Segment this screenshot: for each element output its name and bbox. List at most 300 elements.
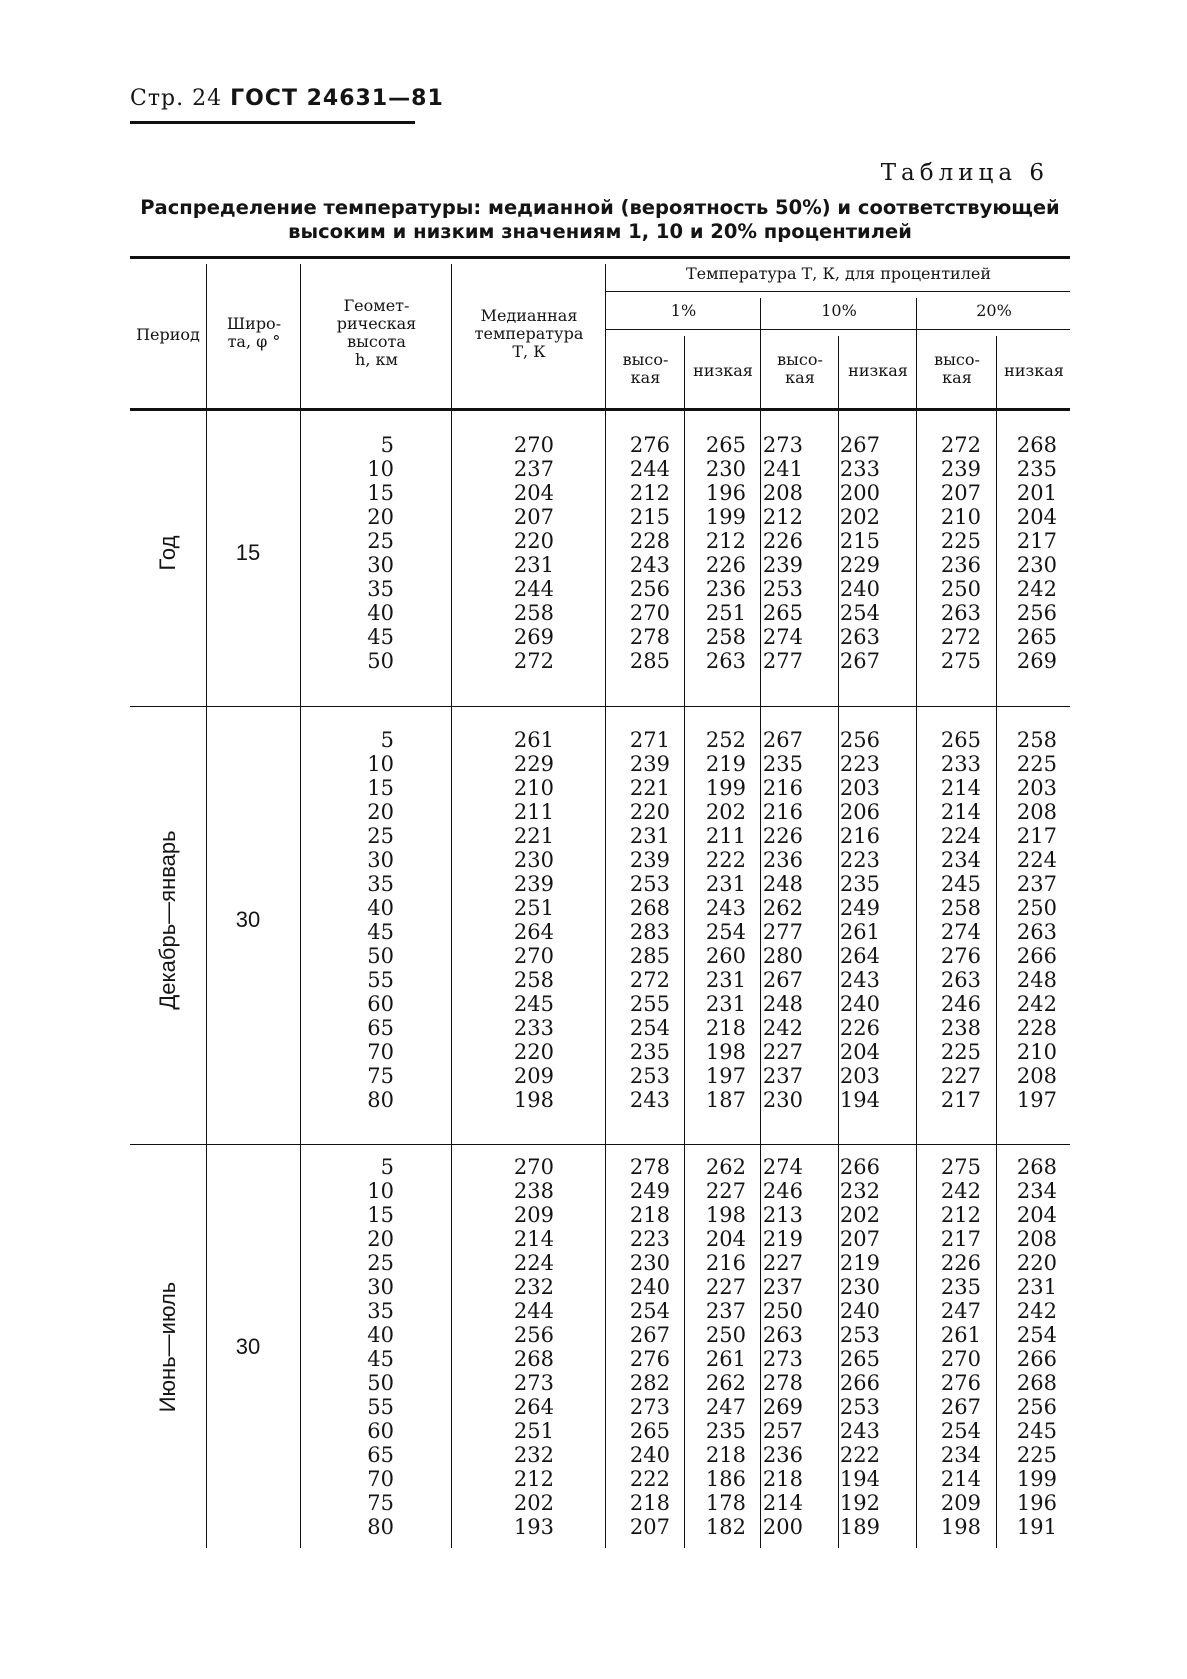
cell-p20-high: 275	[940, 1155, 981, 1179]
cell-median: 193	[513, 1515, 554, 1539]
cell-p20-high: 276	[940, 1371, 981, 1395]
cell-p20-high: 234	[940, 1443, 981, 1467]
cell-median: 258	[513, 601, 554, 625]
cell-p1-high: 231	[629, 824, 670, 848]
cell-p1-low: 265	[705, 433, 746, 457]
header-p20-low: низкая	[1004, 361, 1064, 380]
cell-height: 65	[367, 1443, 394, 1467]
cell-p10-high: 239	[762, 553, 803, 577]
cell-p20-low: 256	[1016, 1395, 1057, 1419]
cell-p1-high: 256	[629, 577, 670, 601]
cell-p1-high: 255	[629, 992, 670, 1016]
cell-p1-high: 278	[629, 1155, 670, 1179]
cell-p1-low: 212	[705, 529, 746, 553]
cell-p1-low: 262	[705, 1371, 746, 1395]
cell-p10-high: 273	[762, 1347, 803, 1371]
cell-p20-low: 220	[1016, 1251, 1057, 1275]
cell-p1-high: 268	[629, 896, 670, 920]
cell-p10-high: 213	[762, 1203, 803, 1227]
cell-p1-low: 187	[705, 1088, 746, 1112]
cell-median: 264	[513, 1395, 554, 1419]
cell-median: 230	[513, 848, 554, 872]
cell-p1-high: 243	[629, 553, 670, 577]
cell-height: 60	[367, 992, 394, 1016]
cell-p1-high: 285	[629, 944, 670, 968]
cell-p1-high: 285	[629, 649, 670, 673]
cell-p20-low: 242	[1016, 1299, 1057, 1323]
cell-height: 25	[367, 529, 394, 553]
cell-p20-high: 238	[940, 1016, 981, 1040]
cell-p20-low: 248	[1016, 968, 1057, 992]
cell-p1-high: 278	[629, 625, 670, 649]
cell-p1-high: 230	[629, 1251, 670, 1275]
header-p10: 10%	[821, 301, 857, 320]
cell-median: 229	[513, 752, 554, 776]
cell-p10-low: 230	[839, 1275, 880, 1299]
cell-p10-high: 274	[762, 1155, 803, 1179]
cell-p1-high: 249	[629, 1179, 670, 1203]
cell-p1-high: 221	[629, 776, 670, 800]
cell-p1-low: 230	[705, 457, 746, 481]
cell-p20-high: 265	[940, 728, 981, 752]
latitude-value: 15	[235, 540, 261, 565]
cell-p20-high: 217	[940, 1088, 981, 1112]
cell-p1-low: 251	[705, 601, 746, 625]
cell-p20-high: 234	[940, 848, 981, 872]
cell-p20-low: 254	[1016, 1323, 1057, 1347]
cell-p10-low: 256	[839, 728, 880, 752]
cell-p1-high: 228	[629, 529, 670, 553]
cell-height: 35	[367, 1299, 394, 1323]
cell-median: 232	[513, 1275, 554, 1299]
cell-p1-high: 272	[629, 968, 670, 992]
cell-height: 20	[367, 800, 394, 824]
cell-p10-low: 240	[839, 1299, 880, 1323]
cell-median: 258	[513, 968, 554, 992]
cell-p1-high: 218	[629, 1203, 670, 1227]
cell-p10-low: 204	[839, 1040, 880, 1064]
cell-p20-high: 226	[940, 1251, 981, 1275]
header-median: Медианная температура Т, К	[474, 306, 584, 361]
header-p1-high: высо- кая	[622, 350, 669, 387]
cell-p10-low: 240	[839, 992, 880, 1016]
cell-median: 251	[513, 896, 554, 920]
header-p1: 1%	[670, 301, 697, 320]
cell-median: 204	[513, 481, 554, 505]
cell-p1-low: 216	[705, 1251, 746, 1275]
cell-p20-high: 227	[940, 1064, 981, 1088]
cell-height: 20	[367, 505, 394, 529]
period-label: Декабрь—январь	[155, 830, 180, 1010]
cell-height: 35	[367, 577, 394, 601]
cell-median: 231	[513, 553, 554, 577]
cell-median: 209	[513, 1064, 554, 1088]
cell-p1-low: 222	[705, 848, 746, 872]
cell-p1-high: 276	[629, 433, 670, 457]
cell-p10-high: 277	[762, 649, 803, 673]
cell-p10-high: 216	[762, 800, 803, 824]
header-p10-low: низкая	[848, 361, 908, 380]
cell-p1-low: 198	[705, 1203, 746, 1227]
cell-p1-high: 222	[629, 1467, 670, 1491]
table-title-line-1: Распределение температуры: медианной (вероятность 50%) и соответствующей	[140, 196, 1060, 219]
cell-p10-low: 243	[839, 1419, 880, 1443]
cell-p20-low: 197	[1016, 1088, 1057, 1112]
cell-p10-low: 232	[839, 1179, 880, 1203]
cell-height: 45	[367, 920, 394, 944]
cell-p10-high: 267	[762, 968, 803, 992]
cell-p1-low: 247	[705, 1395, 746, 1419]
cell-median: 202	[513, 1491, 554, 1515]
cell-p10-high: 269	[762, 1395, 803, 1419]
cell-median: 237	[513, 457, 554, 481]
cell-p20-high: 263	[940, 601, 981, 625]
cell-p10-high: 218	[762, 1467, 803, 1491]
cell-p1-low: 231	[705, 992, 746, 1016]
cell-height: 40	[367, 896, 394, 920]
cell-p10-low: 223	[839, 752, 880, 776]
cell-p1-high: 254	[629, 1299, 670, 1323]
cell-p10-high: 216	[762, 776, 803, 800]
cell-p10-low: 226	[839, 1016, 880, 1040]
cell-median: 220	[513, 529, 554, 553]
cell-median: 233	[513, 1016, 554, 1040]
cell-p20-high: 225	[940, 1040, 981, 1064]
cell-median: 244	[513, 1299, 554, 1323]
cell-p20-low: 268	[1016, 1371, 1057, 1395]
cell-p20-low: 234	[1016, 1179, 1057, 1203]
header-rule	[130, 121, 415, 124]
cell-p20-low: 210	[1016, 1040, 1057, 1064]
cell-p10-low: 266	[839, 1371, 880, 1395]
cell-p10-low: 200	[839, 481, 880, 505]
cell-p20-low: 225	[1016, 1443, 1057, 1467]
col-rule-7	[684, 336, 685, 1548]
cell-p20-high: 236	[940, 553, 981, 577]
cell-p10-high: 237	[762, 1064, 803, 1088]
cell-p10-high: 235	[762, 752, 803, 776]
cell-p10-low: 264	[839, 944, 880, 968]
cell-height: 45	[367, 1347, 394, 1371]
cell-p20-high: 247	[940, 1299, 981, 1323]
cell-p1-low: 237	[705, 1299, 746, 1323]
cell-height: 65	[367, 1016, 394, 1040]
period-label: Июнь—июль	[155, 1281, 180, 1413]
cell-p1-low: 252	[705, 728, 746, 752]
cell-height: 80	[367, 1088, 394, 1112]
cell-p20-high: 263	[940, 968, 981, 992]
cell-p10-high: 230	[762, 1088, 803, 1112]
cell-p1-low: 243	[705, 896, 746, 920]
cell-p1-high: 220	[629, 800, 670, 824]
cell-p1-low: 197	[705, 1064, 746, 1088]
header-p20-high: высо- кая	[934, 350, 980, 387]
cell-p20-low: 208	[1016, 1227, 1057, 1251]
cell-p1-high: 265	[629, 1419, 670, 1443]
cell-height: 10	[367, 1179, 394, 1203]
cell-p1-high: 212	[629, 481, 670, 505]
col-rule-1	[206, 264, 207, 1548]
cell-p20-low: 242	[1016, 577, 1057, 601]
cell-median: 232	[513, 1443, 554, 1467]
cell-median: 270	[513, 944, 554, 968]
cell-median: 251	[513, 1419, 554, 1443]
cell-p20-low: 250	[1016, 896, 1057, 920]
header-p20: 20%	[976, 301, 1012, 320]
cell-p1-low: 219	[705, 752, 746, 776]
cell-p10-low: 223	[839, 848, 880, 872]
cell-height: 35	[367, 872, 394, 896]
cell-p10-low: 265	[839, 1347, 880, 1371]
cell-p1-high: 253	[629, 872, 670, 896]
cell-p20-low: 203	[1016, 776, 1057, 800]
cell-p10-high: 208	[762, 481, 803, 505]
cell-median: 238	[513, 1179, 554, 1203]
cell-median: 239	[513, 872, 554, 896]
cell-p20-low: 245	[1016, 1419, 1057, 1443]
cell-p1-low: 218	[705, 1016, 746, 1040]
cell-p1-low: 226	[705, 553, 746, 577]
cell-p1-high: 270	[629, 601, 670, 625]
cell-median: 272	[513, 649, 554, 673]
col-rule-6	[916, 298, 917, 1548]
cell-height: 40	[367, 1323, 394, 1347]
cell-p10-low: 240	[839, 577, 880, 601]
cell-height: 80	[367, 1515, 394, 1539]
cell-p10-high: 262	[762, 896, 803, 920]
cell-p1-high: 271	[629, 728, 670, 752]
cell-median: 270	[513, 433, 554, 457]
cell-p20-high: 198	[940, 1515, 981, 1539]
cell-p1-low: 254	[705, 920, 746, 944]
cell-height: 60	[367, 1419, 394, 1443]
period-label: Год	[155, 535, 180, 571]
cell-p20-low: 225	[1016, 752, 1057, 776]
cell-p10-high: 236	[762, 1443, 803, 1467]
cell-p1-low: 211	[705, 824, 746, 848]
cell-p20-high: 246	[940, 992, 981, 1016]
cell-p10-low: 266	[839, 1155, 880, 1179]
cell-p10-high: 242	[762, 1016, 803, 1040]
cell-p10-low: 215	[839, 529, 880, 553]
cell-median: 198	[513, 1088, 554, 1112]
cell-p20-high: 214	[940, 800, 981, 824]
cell-p20-high: 275	[940, 649, 981, 673]
cell-height: 70	[367, 1040, 394, 1064]
cell-p1-high: 215	[629, 505, 670, 529]
cell-p20-low: 231	[1016, 1275, 1057, 1299]
cell-p20-high: 258	[940, 896, 981, 920]
cell-p1-low: 262	[705, 1155, 746, 1179]
cell-p20-low: 263	[1016, 920, 1057, 944]
cell-median: 214	[513, 1227, 554, 1251]
cell-height: 45	[367, 625, 394, 649]
cell-p10-low: 243	[839, 968, 880, 992]
cell-p20-high: 276	[940, 944, 981, 968]
cell-p10-low: 253	[839, 1323, 880, 1347]
cell-p20-high: 235	[940, 1275, 981, 1299]
table-title-line-2: высоким и низким значениям 1, 10 и 20% процентилей	[288, 220, 912, 243]
cell-p20-low: 265	[1016, 625, 1057, 649]
header-period: Период	[136, 325, 200, 344]
cell-median: 256	[513, 1323, 554, 1347]
cell-p20-low: 258	[1016, 728, 1057, 752]
cell-p20-high: 214	[940, 776, 981, 800]
cell-p10-low: 203	[839, 776, 880, 800]
cell-p10-high: 257	[762, 1419, 803, 1443]
cell-p1-low: 260	[705, 944, 746, 968]
latitude-value: 30	[235, 1334, 261, 1359]
cell-p1-low: 231	[705, 968, 746, 992]
cell-height: 10	[367, 457, 394, 481]
cell-median: 268	[513, 1347, 554, 1371]
cell-p1-high: 253	[629, 1064, 670, 1088]
cell-p20-low: 224	[1016, 848, 1057, 872]
percentile-group-rule	[605, 329, 1070, 330]
cell-p1-high: 218	[629, 1491, 670, 1515]
cell-p10-low: 235	[839, 872, 880, 896]
header-height: Геомет- рическая высота h, км	[336, 296, 417, 369]
cell-p20-low: 191	[1016, 1515, 1057, 1539]
cell-p10-high: 227	[762, 1251, 803, 1275]
cell-p10-low: 202	[839, 1203, 880, 1227]
cell-p20-low: 266	[1016, 944, 1057, 968]
cell-median: 210	[513, 776, 554, 800]
cell-median: 220	[513, 1040, 554, 1064]
cell-height: 15	[367, 481, 394, 505]
cell-p20-high: 254	[940, 1419, 981, 1443]
cell-p10-high: 236	[762, 848, 803, 872]
cell-p10-high: 274	[762, 625, 803, 649]
cell-median: 211	[513, 800, 554, 824]
cell-p20-low: 228	[1016, 1016, 1057, 1040]
cell-p1-high: 207	[629, 1515, 670, 1539]
cell-p10-low: 229	[839, 553, 880, 577]
cell-median: 212	[513, 1467, 554, 1491]
cell-p10-low: 219	[839, 1251, 880, 1275]
cell-p10-high: 253	[762, 577, 803, 601]
cell-p10-low: 194	[839, 1088, 880, 1112]
cell-height: 30	[367, 848, 394, 872]
cell-p1-high: 282	[629, 1371, 670, 1395]
cell-median: 245	[513, 992, 554, 1016]
cell-median: 221	[513, 824, 554, 848]
cell-height: 50	[367, 944, 394, 968]
cell-p1-high: 267	[629, 1323, 670, 1347]
cell-p20-low: 256	[1016, 601, 1057, 625]
cell-height: 30	[367, 1275, 394, 1299]
cell-p10-high: 226	[762, 529, 803, 553]
page-header	[130, 86, 444, 111]
cell-p1-low: 182	[705, 1515, 746, 1539]
cell-p10-low: 254	[839, 601, 880, 625]
cell-p10-high: 248	[762, 872, 803, 896]
cell-p10-high: 214	[762, 1491, 803, 1515]
cell-p20-low: 196	[1016, 1491, 1057, 1515]
page-number: Стр. 24	[130, 86, 223, 111]
cell-p1-low: 199	[705, 776, 746, 800]
cell-p20-low: 217	[1016, 529, 1057, 553]
cell-p1-low: 204	[705, 1227, 746, 1251]
cell-height: 15	[367, 776, 394, 800]
cell-p1-high: 235	[629, 1040, 670, 1064]
cell-height: 50	[367, 649, 394, 673]
cell-p10-high: 263	[762, 1323, 803, 1347]
cell-p10-high: 219	[762, 1227, 803, 1251]
percentile-header-rule	[605, 291, 1070, 292]
table-label: Таблица 6	[880, 160, 1049, 186]
cell-p1-high: 240	[629, 1275, 670, 1299]
cell-height: 15	[367, 1203, 394, 1227]
cell-p10-low: 253	[839, 1395, 880, 1419]
cell-p20-high: 233	[940, 752, 981, 776]
cell-p20-high: 217	[940, 1227, 981, 1251]
cell-median: 209	[513, 1203, 554, 1227]
cell-median: 269	[513, 625, 554, 649]
cell-p1-high: 223	[629, 1227, 670, 1251]
cell-p20-high: 224	[940, 824, 981, 848]
cell-p20-low: 268	[1016, 1155, 1057, 1179]
cell-p1-high: 244	[629, 457, 670, 481]
cell-p1-high: 276	[629, 1347, 670, 1371]
cell-median: 207	[513, 505, 554, 529]
cell-p1-high: 240	[629, 1443, 670, 1467]
cell-median: 261	[513, 728, 554, 752]
cell-height: 25	[367, 1251, 394, 1275]
cell-p10-low: 233	[839, 457, 880, 481]
cell-p1-low: 227	[705, 1275, 746, 1299]
cell-height: 30	[367, 553, 394, 577]
col-rule-4	[605, 264, 606, 1548]
cell-p20-high: 250	[940, 577, 981, 601]
cell-p10-low: 206	[839, 800, 880, 824]
cell-median: 224	[513, 1251, 554, 1275]
cell-p10-low: 263	[839, 625, 880, 649]
cell-p20-high: 212	[940, 1203, 981, 1227]
cell-height: 55	[367, 1395, 394, 1419]
cell-height: 20	[367, 1227, 394, 1251]
cell-p1-low: 261	[705, 1347, 746, 1371]
cell-p20-high: 272	[940, 433, 981, 457]
cell-p10-high: 280	[762, 944, 803, 968]
cell-p10-high: 237	[762, 1275, 803, 1299]
table-top-rule	[130, 256, 1070, 259]
cell-p1-low: 250	[705, 1323, 746, 1347]
section-rule-2	[130, 1144, 1070, 1145]
cell-p10-low: 267	[839, 649, 880, 673]
cell-p20-high: 210	[940, 505, 981, 529]
cell-p1-low: 231	[705, 872, 746, 896]
latitude-value: 30	[235, 907, 261, 932]
cell-p20-high: 245	[940, 872, 981, 896]
cell-p10-high: 273	[762, 433, 803, 457]
cell-p1-low: 178	[705, 1491, 746, 1515]
cell-p10-low: 202	[839, 505, 880, 529]
cell-p20-low: 204	[1016, 505, 1057, 529]
cell-p20-low: 217	[1016, 824, 1057, 848]
cell-p1-low: 227	[705, 1179, 746, 1203]
cell-p10-high: 265	[762, 601, 803, 625]
cell-p1-high: 243	[629, 1088, 670, 1112]
cell-p10-low: 249	[839, 896, 880, 920]
cell-p20-high: 207	[940, 481, 981, 505]
cell-p10-high: 246	[762, 1179, 803, 1203]
cell-p10-high: 227	[762, 1040, 803, 1064]
cell-p20-low: 242	[1016, 992, 1057, 1016]
cell-p10-low: 267	[839, 433, 880, 457]
cell-p1-high: 239	[629, 752, 670, 776]
cell-p10-low: 203	[839, 1064, 880, 1088]
